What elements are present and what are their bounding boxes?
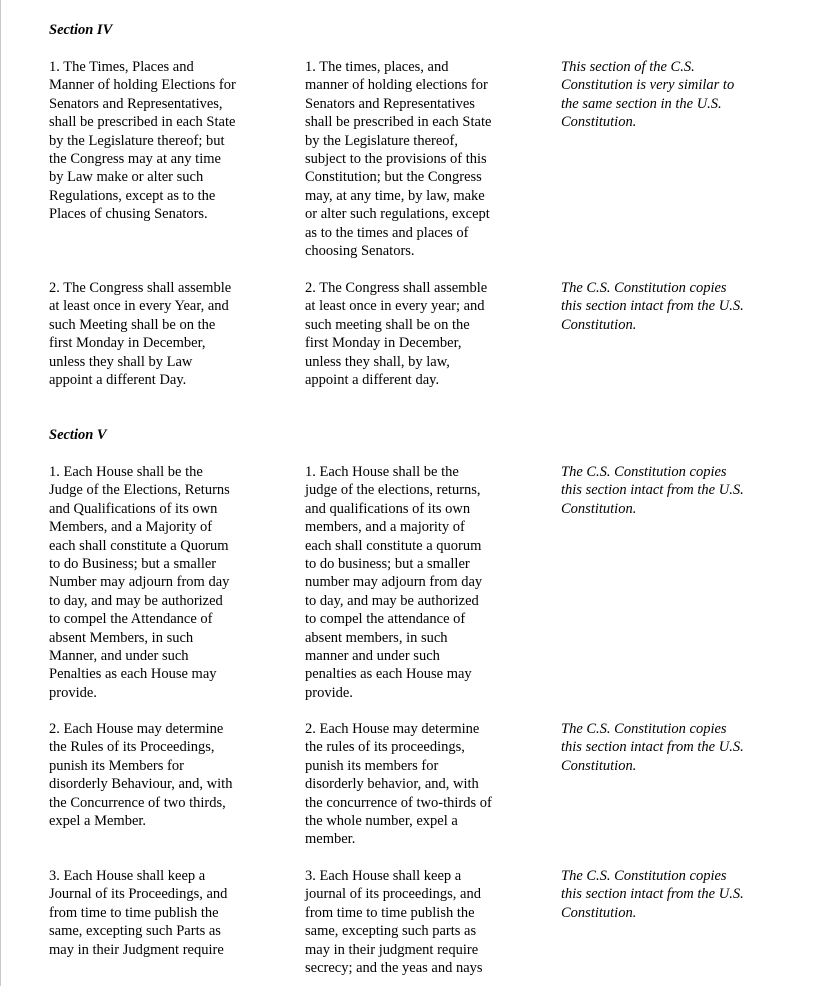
cs-constitution-text: 1. Each House shall be the judge of the elections, returns, and qualifications of its own members, and a majority of each shall constitute a quorum to do business; but a smaller number may adjourn from day to day, and may be authorized to compel the attendance of absent members, in such manner and under such penalties as each House may provide. [305,464,483,701]
section-heading-v: Section V [49,427,107,443]
cs-constitution-text: 2. The Congress shall assemble at least once in every year; and such meeting shall be on the first Monday in December, unless they shall, by law, appoint a different day. [305,280,488,389]
comparison-note: This section of the C.S. Constitution is very similar to the same section in the U.S. Constitution. [561,59,735,131]
cs-constitution-text: 1. The times, places, and manner of holding elections for Senators and Representatives shall be prescribed in each State by the Legislature thereof, subject to the provisions of this Constitution; but the Congress may, at any time, by law, make or alter such regulations, except as to the times and places of choosing Senators. [305,59,492,260]
comparison-note: The C.S. Constitution copies this section intact from the U.S. Constitution. [561,280,744,333]
us-constitution-text: 2. The Congress shall assemble at least once in every Year, and such Meeting shall be on the first Monday in December, unless they shall by Law appoint a different Day. [49,280,232,389]
cs-constitution-text: 2. Each House may determine the rules of its proceedings, punish its members for disorderly behavior, and, with the concurrence of two-thirds of the whole number, expel a member. [305,721,492,848]
section-heading-iv: Section IV [49,22,113,38]
us-constitution-text: 1. The Times, Places and Manner of holding Elections for Senators and Representatives, shall be prescribed in each State by the Legislature thereof; but the Congress may at any time by Law make or alter such Regulations, except as to the Places of chusing Senators. [49,59,236,223]
cs-constitution-text: 3. Each House shall keep a journal of its proceedings, and from time to time publish the same, excepting such parts as may in their judgment require secrecy; and the yeas and nays [305,868,483,977]
comparison-note: The C.S. Constitution copies this section intact from the U.S. Constitution. [561,721,744,774]
comparison-note: The C.S. Constitution copies this section intact from the U.S. Constitution. [561,868,744,921]
us-constitution-text: 2. Each House may determine the Rules of its Proceedings, punish its Members for disorderly Behaviour, and, with the Concurrence of two thirds, expel a Member. [49,721,233,830]
us-constitution-text: 3. Each House shall keep a Journal of its Proceedings, and from time to time publish the same, excepting such Parts as may in their Judgment require [49,868,228,958]
comparison-note: The C.S. Constitution copies this section intact from the U.S. Constitution. [561,464,744,517]
us-constitution-text: 1. Each House shall be the Judge of the Elections, Returns and Qualifications of its own Members, and a Majority of each shall constitute a Quorum to do Business; but a smaller Number may adjourn from day to day, and may be authorized to compel the Attendance of absent Members, in such Manner, and under such Penalties as each House may provide. [49,464,230,701]
page-left-border [0,0,1,986]
